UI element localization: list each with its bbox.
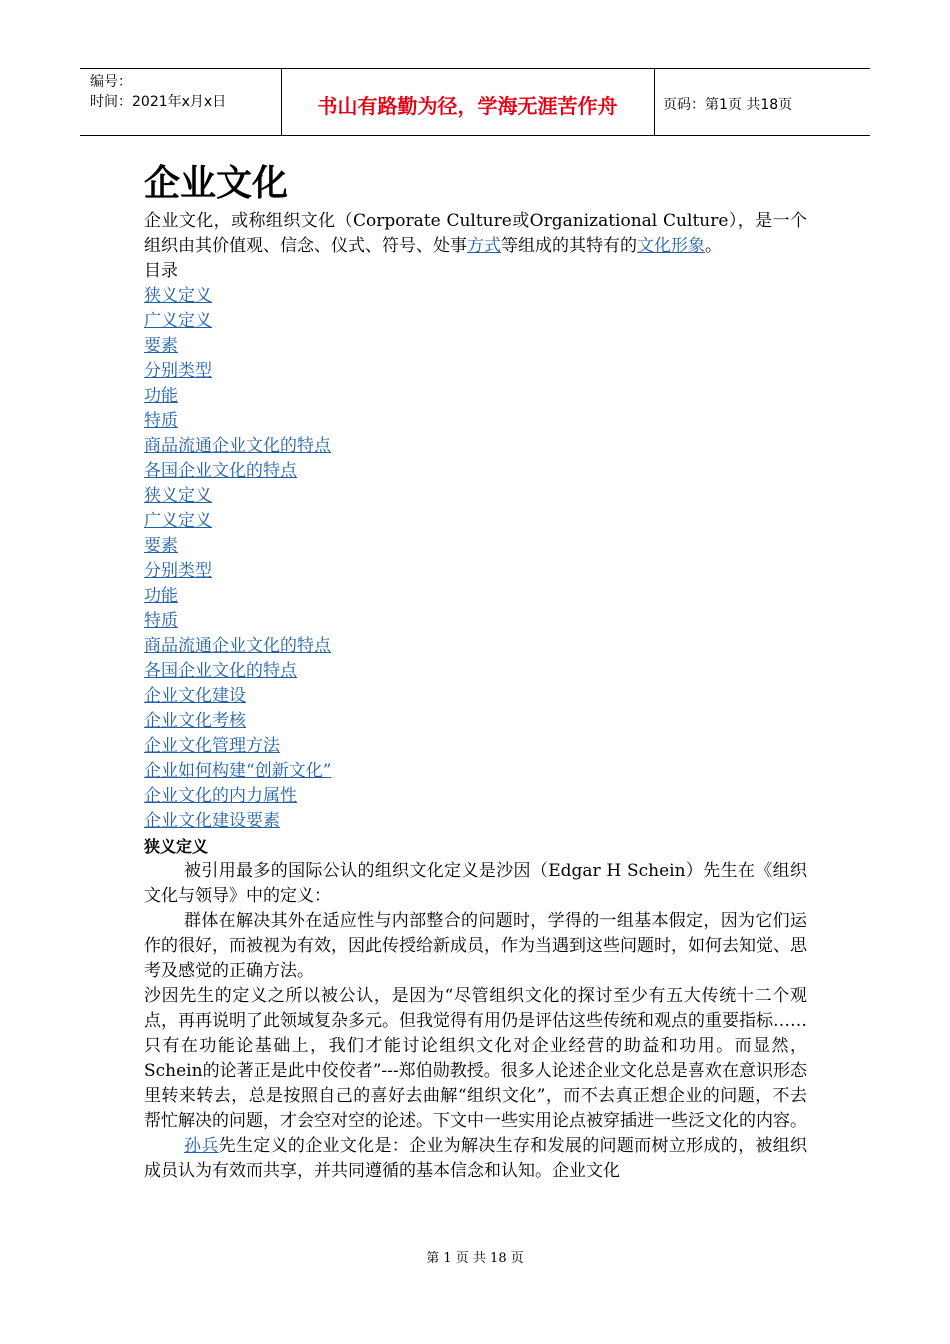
toc-link[interactable]: 功能 (144, 586, 178, 606)
link-fangshi[interactable]: 方式 (467, 236, 501, 256)
toc-link[interactable]: 功能 (144, 386, 178, 406)
toc-item (144, 659, 807, 684)
toc-link[interactable]: 企业文化管理方法 (144, 736, 280, 756)
toc-link[interactable]: 企业文化建设 (144, 686, 246, 706)
toc-link[interactable]: 狭义定义 (144, 286, 212, 306)
body-paragraph: 沙因先生的定义之所以被公认，是因为“尽管组织文化的探讨至少有五大传统十二个观点，再再说明了此领域复杂多元。但我觉得有用仍是评估这些传统和观点的重要指标……只有在功能论基础上，我们才能讨论组织文化对企业经营的助益和功用。而显然，Schein的论著正是此中佼佼者”---郑伯勋教授。很多人论述企业文化总是喜欢在意识形态里转来转去，总是按照自己的喜好去曲解“组织文化”，而不去真正想企业的问题，不去帮忙解决的问题，才会空对空的论述。下文中一些实用论点被穿插进一些泛文化的内容。 (144, 986, 807, 1131)
page-footer: 第 1 页 共 18 页 (426, 1251, 524, 1266)
intro-text: 企业文化，或称组织文化（Corporate Culture或Organizational Culture），是一个组织由其价值观、信念、仪式、符号、处事 (144, 211, 807, 256)
toc-link[interactable]: 各国企业文化的特点 (144, 461, 297, 481)
toc-link[interactable]: 要素 (144, 336, 178, 356)
toc-item (144, 359, 807, 384)
header-bottom-rule (80, 135, 870, 136)
toc-link[interactable]: 企业文化的内力属性 (144, 786, 297, 806)
toc-item (144, 559, 807, 584)
header-top-rule (80, 68, 870, 69)
toc-item (144, 759, 807, 784)
toc-item (144, 434, 807, 459)
time-label: 时间：2021年x月x日 (90, 94, 227, 110)
toc-item (144, 509, 807, 534)
toc-item (144, 459, 807, 484)
toc-label: 目录 (144, 261, 178, 281)
toc-item (144, 609, 807, 634)
link-sun-bing[interactable]: 孙兵 (184, 1136, 219, 1156)
toc-link[interactable]: 分别类型 (144, 561, 212, 581)
toc-item (144, 484, 807, 509)
toc-item (144, 684, 807, 709)
body-paragraph (144, 1134, 807, 1184)
intro-text: 。 (705, 236, 722, 256)
toc-link[interactable]: 企业如何构建“创新文化” (144, 761, 332, 781)
toc-item (144, 784, 807, 809)
toc-item (144, 709, 807, 734)
toc-link[interactable]: 企业文化考核 (144, 711, 246, 731)
toc-item (144, 309, 807, 334)
toc-item (144, 809, 807, 834)
header-page-info: 页码：第1页 共18页 (663, 97, 793, 113)
intro-text: 等组成的其特有的 (501, 236, 637, 256)
toc-item (144, 634, 807, 659)
toc-link[interactable]: 商品流通企业文化的特点 (144, 436, 331, 456)
toc-link[interactable]: 狭义定义 (144, 486, 212, 506)
toc-link[interactable]: 各国企业文化的特点 (144, 661, 297, 681)
intro-paragraph (144, 209, 807, 259)
toc-link[interactable]: 特质 (144, 611, 178, 631)
toc-link[interactable]: 特质 (144, 411, 178, 431)
body-paragraph: 被引用最多的国际公认的组织文化定义是沙因（Edgar H Schein）先生在《组织文化与领导》中的定义： (144, 861, 807, 906)
toc-item (144, 534, 807, 559)
section-heading: 狭义定义 (144, 837, 209, 856)
body-paragraph: 群体在解决其外在适应性与内部整合的问题时，学得的一组基本假定，因为它们运作的很好，而被视为有效，因此传授给新成员，作为当遇到这些问题时，如何去知觉、思考及感觉的正确方法。 (144, 911, 807, 981)
toc-link[interactable]: 要素 (144, 536, 178, 556)
table-of-contents (144, 284, 807, 834)
toc-link[interactable]: 商品流通企业文化的特点 (144, 636, 331, 656)
toc-item (144, 384, 807, 409)
toc-link[interactable]: 分别类型 (144, 361, 212, 381)
serial-number-label: 编号： (90, 74, 132, 90)
page-title: 企业文化 (144, 163, 289, 204)
paragraph-text: 先生定义的企业文化是：企业为解决生存和发展的问题而树立形成的，被组织成员认为有效而共享，并共同遵循的基本信念和认知。企业文化 (144, 1136, 808, 1181)
toc-link[interactable]: 广义定义 (144, 511, 212, 531)
toc-item (144, 734, 807, 759)
toc-item (144, 334, 807, 359)
document-body (144, 157, 807, 1184)
header-meta (90, 72, 226, 112)
toc-item (144, 284, 807, 309)
link-wenhua-xingxiang[interactable]: 文化形象 (637, 236, 705, 256)
toc-link[interactable]: 企业文化建设要素 (144, 811, 280, 831)
toc-item (144, 584, 807, 609)
header-divider (654, 68, 655, 135)
header-motto: 书山有路勤为径，学海无涯苦作舟 (317, 94, 618, 118)
toc-item (144, 409, 807, 434)
toc-link[interactable]: 广义定义 (144, 311, 212, 331)
